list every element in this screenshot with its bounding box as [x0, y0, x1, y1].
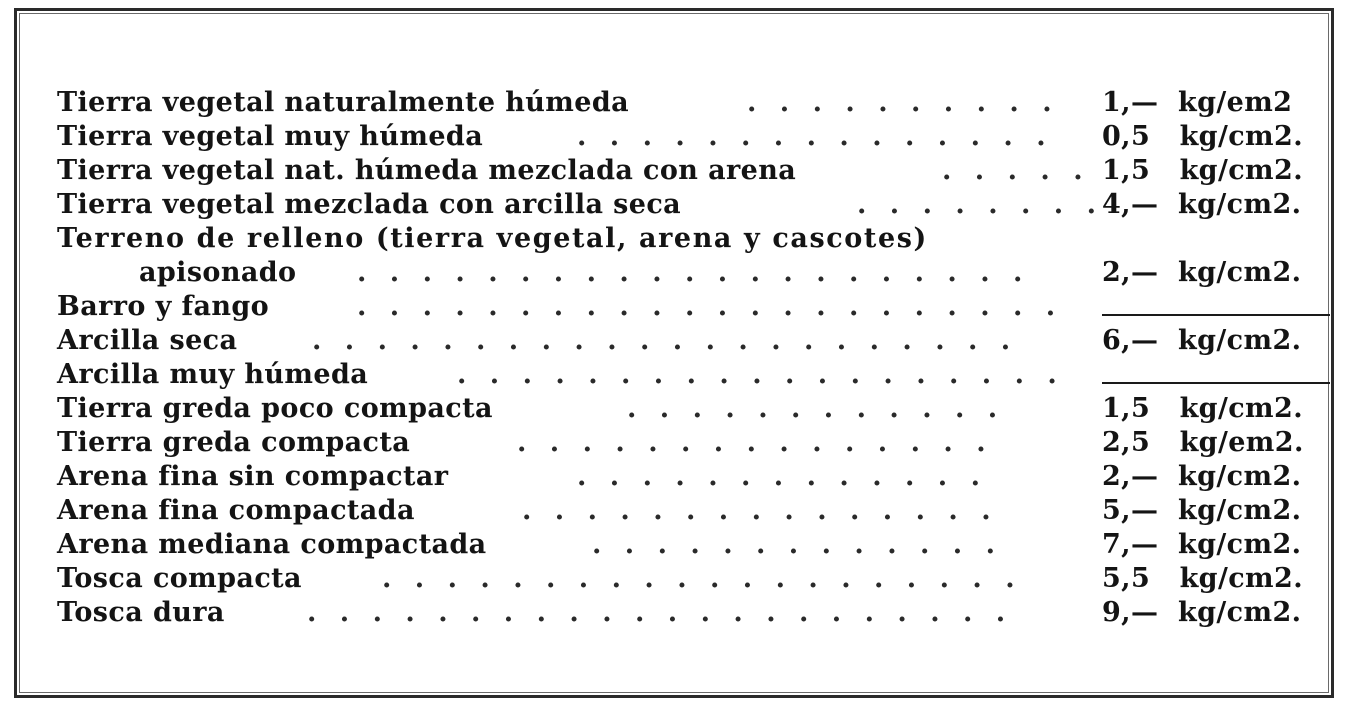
table-row [57, 188, 1337, 222]
row-value: 9,— kg/cm2. [1102, 597, 1302, 628]
leader-dots: . . . . . . . . . . . . . . . . . . . [457, 359, 1064, 390]
leader-dots: . . . . . . . . . . . . . . . . . . . . . . [307, 597, 1013, 628]
row-label: apisonado [139, 257, 297, 288]
leader-dots: . . . . . . . . . . . . . . . . . . . . . . [357, 291, 1063, 322]
table-row [57, 86, 1337, 120]
table-row [57, 562, 1337, 596]
leader-dots: . . . . . . . . . . . . . [577, 461, 987, 492]
table-row [57, 290, 1337, 324]
row-value: 4,— kg/cm2. [1102, 189, 1302, 220]
row-value: 2,— kg/cm2. [1102, 257, 1302, 288]
leader-dots: . . . . . . . . . . . . . . . . . . . . . [357, 257, 1030, 288]
row-value: 2,5 kg/em2. [1102, 427, 1304, 458]
row-label: Terreno de relleno (tierra vegetal, arena y cascotes) [57, 223, 928, 254]
no-value-dash [1102, 314, 1330, 316]
row-label: Tosca compacta [57, 563, 302, 594]
row-value: 5,— kg/cm2. [1102, 495, 1302, 526]
table-row [57, 358, 1337, 392]
table-row [57, 222, 1337, 256]
leader-dots: . . . . . . . . . . . . . . . [577, 121, 1053, 152]
leader-dots: . . . . . . . . [857, 189, 1103, 220]
leader-dots: . . . . . . . . . . . . . . . . . . . . . . [312, 325, 1018, 356]
table-row [57, 528, 1337, 562]
leader-dots: . . . . . . . . . . [747, 87, 1059, 118]
row-label: Arcilla seca [57, 325, 238, 356]
leader-dots: . . . . . . . . . . . . [627, 393, 1005, 424]
row-value: 5,5 kg/cm2. [1102, 563, 1304, 594]
table-frame [14, 8, 1334, 698]
row-value: 6,— kg/cm2. [1102, 325, 1302, 356]
row-label: Arena fina compactada [57, 495, 415, 526]
leader-dots: . . . . . . . . . . . . . . . [522, 495, 998, 526]
table-row [57, 494, 1337, 528]
table-row [57, 120, 1337, 154]
no-value-dash [1102, 382, 1330, 384]
row-label: Tierra vegetal nat. húmeda mezclada con arena [57, 155, 797, 186]
row-label: Barro y fango [57, 291, 270, 322]
row-value: 1,— kg/em2 [1102, 87, 1293, 118]
table-row [57, 154, 1337, 188]
row-value: 7,— kg/cm2. [1102, 529, 1302, 560]
leader-dots: . . . . . . . . . . . . . . . . . . . . [382, 563, 1022, 594]
row-label: Tosca dura [57, 597, 225, 628]
row-label: Tierra greda compacta [57, 427, 411, 458]
row-value: 1,5 kg/cm2. [1102, 393, 1304, 424]
row-label: Tierra greda poco compacta [57, 393, 493, 424]
row-value: 0,5 kg/cm2. [1102, 121, 1304, 152]
row-label: Arena fina sin compactar [57, 461, 449, 492]
row-label: Tierra vegetal muy húmeda [57, 121, 484, 152]
row-label: Arena mediana compactada [57, 529, 487, 560]
bearing-capacity-table [57, 86, 1337, 630]
leader-dots: . . . . . . . . . . . . . [592, 529, 1002, 560]
row-label: Arcilla muy húmeda [57, 359, 369, 390]
table-row [57, 324, 1337, 358]
table-row [57, 392, 1337, 426]
table-row [57, 460, 1337, 494]
row-value: 1,5 kg/cm2. [1102, 155, 1304, 186]
row-label: Tierra vegetal mezclada con arcilla seca [57, 189, 682, 220]
leader-dots: . . . . . [942, 155, 1090, 186]
leader-dots: . . . . . . . . . . . . . . . [517, 427, 993, 458]
table-row [57, 256, 1337, 290]
row-value: 2,— kg/cm2. [1102, 461, 1302, 492]
table-row [57, 426, 1337, 460]
table-row [57, 596, 1337, 630]
row-label: Tierra vegetal naturalmente húmeda [57, 87, 630, 118]
